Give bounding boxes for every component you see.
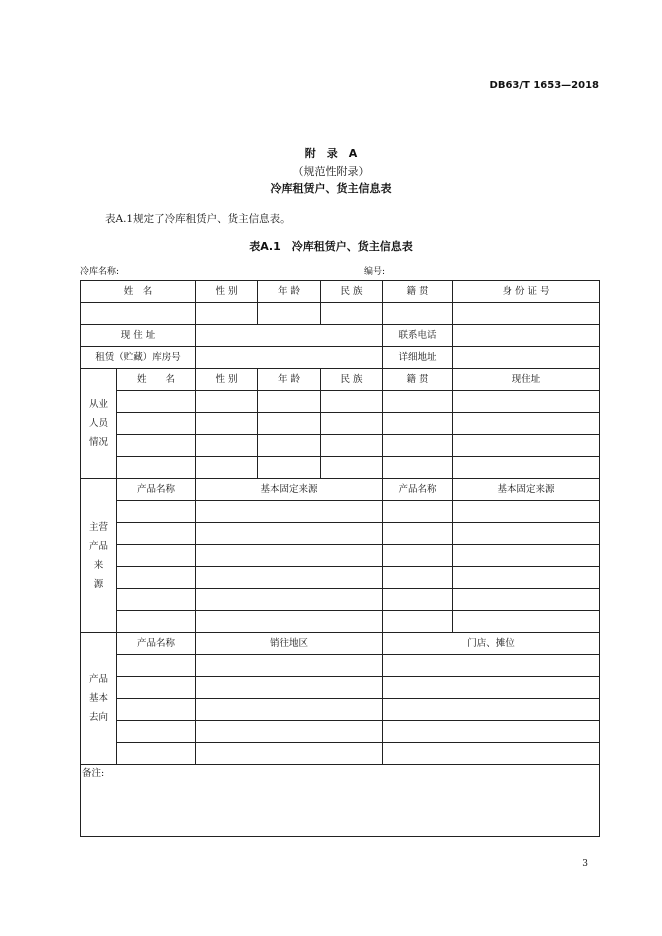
table-row [81,501,600,523]
blank-cell[interactable] [196,303,258,325]
blank-cell[interactable] [258,413,321,435]
blank-cell[interactable] [196,457,258,479]
blank-cell[interactable] [453,413,600,435]
blank-cell[interactable] [453,523,600,545]
side-label-line: 基本 [88,693,108,704]
room-no-label-cell: 租赁（贮藏）库房号 [81,347,196,369]
side-label-line: 人员 [88,418,108,429]
header-cell: 产品名称 [383,479,453,501]
header-cell: 门店、摊位 [383,633,600,655]
phone-label-cell: 联系电话 [383,325,453,347]
blank-cell[interactable] [117,567,196,589]
blank-cell[interactable] [383,721,600,743]
table-row [81,435,600,457]
blank-cell[interactable] [117,457,196,479]
table-row [81,655,600,677]
intro-text: 表A.1规定了冷库租赁户、货主信息表。 [105,213,291,225]
blank-cell[interactable] [196,655,383,677]
blank-cell[interactable] [383,501,453,523]
serial-no-label: 编号: [364,267,386,277]
table-row [81,589,600,611]
blank-cell[interactable] [117,523,196,545]
header-cell-id-number: 身 份 证 号 [453,281,600,303]
blank-cell[interactable] [453,457,600,479]
blank-cell[interactable] [453,435,600,457]
header-cell-native-place: 籍 贯 [383,281,453,303]
blank-cell[interactable] [117,391,196,413]
table-row [81,325,600,347]
header-cell-gender: 性 别 [196,281,258,303]
header-cell-name: 姓 名 [81,281,196,303]
header-cell: 产品名称 [117,479,196,501]
blank-cell[interactable] [383,457,453,479]
blank-cell[interactable] [117,655,196,677]
blank-cell[interactable] [383,523,453,545]
table-row [81,567,600,589]
info-table [80,280,600,837]
appendix-type: （规范性附录） [292,165,370,178]
side-label-line: 从业 [88,399,108,410]
remarks-cell[interactable] [81,765,600,837]
side-label-line: 情况 [88,437,108,448]
side-label-line: 源 [93,578,104,590]
header-cell-age: 年 龄 [258,281,321,303]
blank-cell[interactable] [196,523,383,545]
blank-cell[interactable] [196,325,383,347]
blank-cell[interactable] [196,721,383,743]
header-cell-ethnicity: 民 族 [321,281,383,303]
blank-cell[interactable] [383,413,453,435]
table-row [81,281,600,303]
blank-cell[interactable] [196,347,383,369]
blank-cell[interactable] [258,303,321,325]
blank-cell[interactable] [196,413,258,435]
blank-cell[interactable] [321,303,383,325]
blank-cell[interactable] [196,501,383,523]
blank-cell[interactable] [383,545,453,567]
blank-cell[interactable] [383,743,600,765]
table-row [81,369,600,391]
blank-cell[interactable] [196,677,383,699]
header-cell: 籍 贯 [383,369,453,391]
blank-cell[interactable] [453,303,600,325]
blank-cell[interactable] [383,303,453,325]
blank-cell[interactable] [383,699,600,721]
blank-cell[interactable] [196,545,383,567]
blank-cell[interactable] [453,545,600,567]
side-label-line: 产品 [88,674,108,685]
source-section-label [81,479,117,633]
table-row [81,545,600,567]
blank-cell[interactable] [383,655,600,677]
header-cell: 姓 名 [117,369,196,391]
table-row [81,457,600,479]
blank-cell[interactable] [321,435,383,457]
header-cell: 销往地区 [196,633,383,655]
blank-cell[interactable] [453,567,600,589]
table-row [81,391,600,413]
blank-cell[interactable] [81,303,196,325]
table-row [81,677,600,699]
blank-cell[interactable] [117,721,196,743]
blank-cell[interactable] [383,677,600,699]
table-row [81,743,600,765]
blank-cell[interactable] [117,545,196,567]
blank-cell[interactable] [453,611,600,633]
blank-cell[interactable] [196,589,383,611]
table-title: 表A.1 冷库租赁户、货主信息表 [249,240,413,253]
header-cell: 产品名称 [117,633,196,655]
blank-cell[interactable] [196,435,258,457]
blank-cell[interactable] [117,699,196,721]
blank-cell[interactable] [453,391,600,413]
header-cell: 基本固定来源 [453,479,600,501]
blank-cell[interactable] [117,589,196,611]
header-cell: 现住址 [453,369,600,391]
blank-cell[interactable] [453,589,600,611]
detail-address-label-cell: 详细地址 [383,347,453,369]
dest-section-label [81,633,117,765]
staff-section-label [81,369,117,479]
table-row [81,413,600,435]
side-label-line: 主营 [88,521,108,533]
blank-cell[interactable] [196,699,383,721]
blank-cell[interactable] [117,611,196,633]
blank-cell[interactable] [117,677,196,699]
side-label-line: 来 [93,559,104,571]
page-number: 3 [582,859,588,869]
blank-cell[interactable] [196,567,383,589]
table-row [81,347,600,369]
appendix-title: 附 录 A [304,147,358,160]
blank-cell[interactable] [258,391,321,413]
side-label-line: 去向 [88,712,108,723]
blank-cell[interactable] [383,391,453,413]
table-row [81,479,600,501]
cold-store-name-label: 冷库名称: [80,267,120,277]
table-row [81,523,600,545]
header-cell: 民 族 [321,369,383,391]
header-cell: 性 别 [196,369,258,391]
table-row [81,303,600,325]
blank-cell[interactable] [117,435,196,457]
blank-cell[interactable] [117,501,196,523]
blank-cell[interactable] [196,611,383,633]
blank-cell[interactable] [258,457,321,479]
blank-cell[interactable] [258,435,321,457]
remarks-label: 备注: [82,768,105,779]
blank-cell[interactable] [196,743,383,765]
blank-cell[interactable] [321,391,383,413]
table-row [81,611,600,633]
side-label-line: 产品 [88,540,108,552]
blank-cell[interactable] [383,567,453,589]
table-row [81,765,600,837]
blank-cell[interactable] [196,391,258,413]
blank-cell[interactable] [453,501,600,523]
table-row [81,699,600,721]
blank-cell[interactable] [117,413,196,435]
blank-cell[interactable] [321,457,383,479]
blank-cell[interactable] [117,743,196,765]
blank-cell[interactable] [321,413,383,435]
document-code: DB63/T 1653—2018 [489,80,599,91]
blank-cell[interactable] [453,347,600,369]
blank-cell[interactable] [383,611,453,633]
blank-cell[interactable] [453,325,600,347]
header-cell: 基本固定来源 [196,479,383,501]
address-label-cell: 现 住 址 [81,325,196,347]
table-row [81,633,600,655]
blank-cell[interactable] [383,589,453,611]
blank-cell[interactable] [383,435,453,457]
header-cell: 年 龄 [258,369,321,391]
appendix-name: 冷库租赁户、货主信息表 [270,182,392,195]
table-row [81,721,600,743]
